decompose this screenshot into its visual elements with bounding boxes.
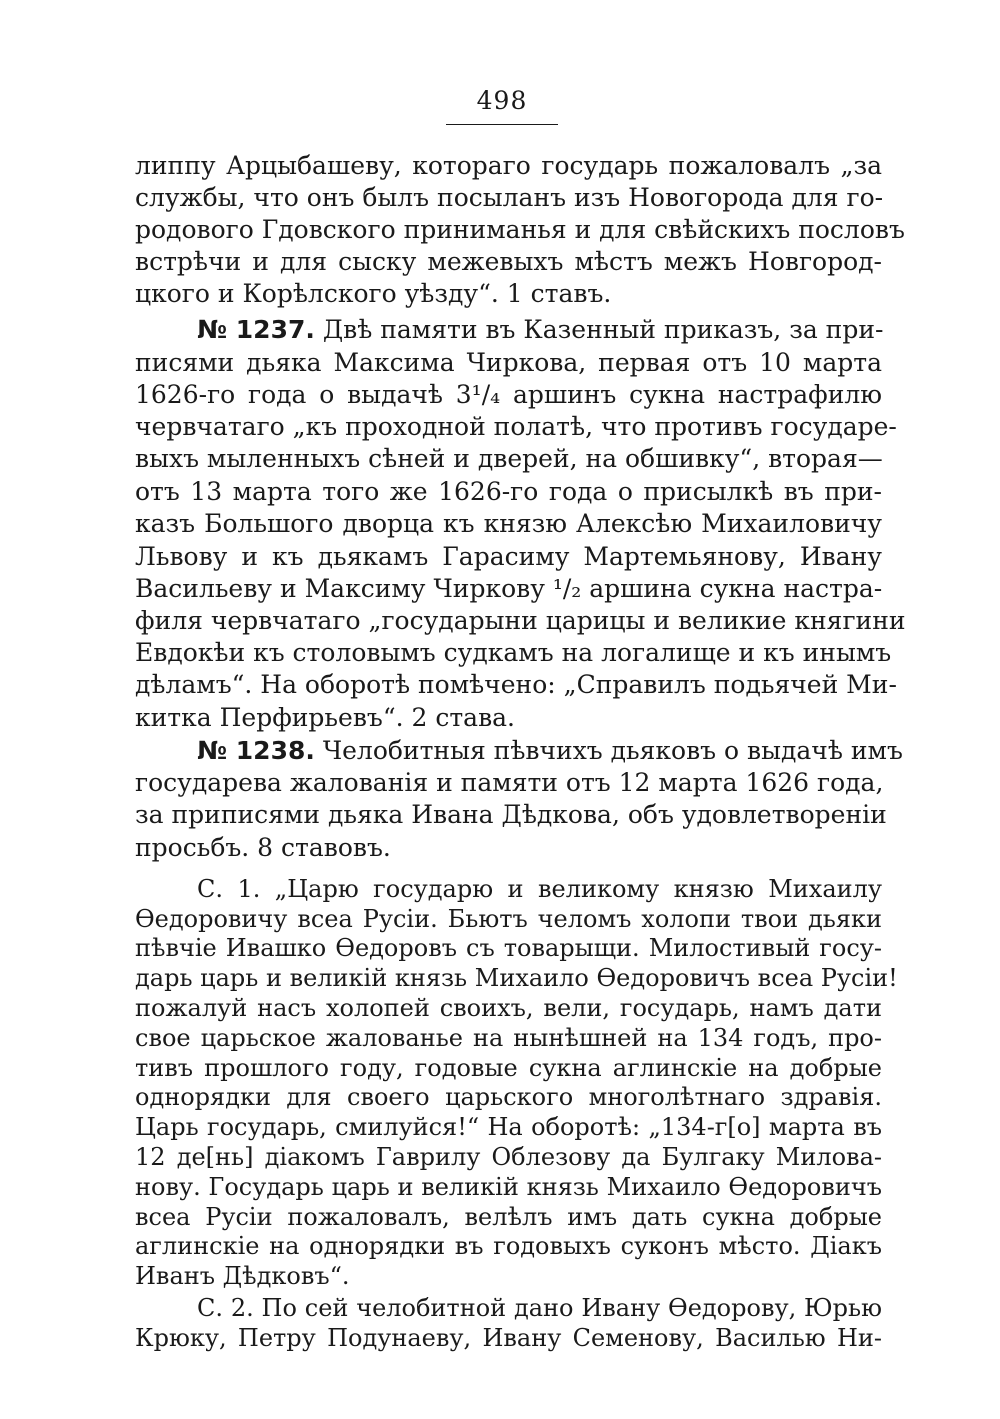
text-line: С. 1. „Царю государю и великому князю Михаилу [197,875,882,903]
text-line: 1626-го года о выдачѣ 3¹/₄ аршинъ сукна настрафилю [135,380,882,409]
entry-first-line [197,314,882,346]
text-line: Львову и къ дьякамъ Гарасиму Мартемьянову, Ивану [135,542,882,571]
text-line: отъ 13 марта того же 1626-го года о присылкѣ въ при- [135,477,882,506]
entry-first-line [197,735,903,767]
entry-number: № 1238. [197,736,315,765]
text-line: дѣламъ“. На оборотѣ помѣчено: „Справилъ подьячей Ми- [135,670,897,699]
text-line: пѣвчіе Ивашко Ѳедоровъ съ товарыщи. Милостивый госу- [135,934,882,962]
text-line: свое царьское жалованье на нынѣшней на 134 годъ, про- [135,1024,882,1052]
text-line: казъ Большого дворца къ князю Алексѣю Михаиловичу [135,509,882,538]
text-line: Ѳедоровичу всеа Русіи. Бьютъ челомъ холопи твои дьяки [135,905,882,933]
text-line: родового Гдовского приниманья и для свѣйскихъ пословъ [135,215,905,244]
text-line: Иванъ Дѣдковъ“. [135,1262,350,1290]
text-line: Васильеву и Максиму Чиркову ¹/₂ аршина сукна настра- [135,574,883,603]
text-line: пожалуй насъ холопей своихъ, вели, государь, намъ дати [135,994,882,1022]
text-line: встрѣчи и для сыску межевыхъ мѣстъ межъ Новгород- [135,247,882,276]
text-line: Царь государь, смилуйся!“ На оборотѣ: „134-г[о] марта въ [135,1113,882,1141]
text-line: Крюку, Петру Подунаеву, Ивану Семенову, Василью Ни- [135,1324,882,1352]
text-line: однорядки для своего царьского многолѣтнаго здравія. [135,1083,882,1111]
text-line: тивъ прошлого году, годовые сукна аглинскіе на добрые [135,1054,882,1082]
text-line: цкого и Корѣлского уѣзду“. 1 ставъ. [135,279,612,308]
text-line: китка Перфирьевъ“. 2 става. [135,703,516,732]
text-line: службы, что онъ былъ посыланъ изъ Новогорода для го- [135,183,884,212]
text-line: филя червчатаго „государыни царицы и великие княгини [135,606,906,635]
text-line: всеа Русіи пожаловалъ, велѣлъ имъ дать сукна добрые [135,1203,882,1231]
text-line: червчатаго „къ проходной полатѣ, что противъ государе- [135,412,897,441]
text-line: Евдокѣи къ столовымъ судкамъ на логалище и къ инымъ [135,638,892,667]
text-line: выхъ мыленныхъ сѣней и дверей, на обшивку“, вторая— [135,444,883,473]
entry-heading-text: Челобитныя пѣвчихъ дьяковъ о выдачѣ имъ [322,736,903,765]
text-line: писями дьяка Максима Чиркова, первая отъ 10 марта [135,348,882,377]
page-number: 498 [476,86,528,115]
text-line: 12 де[нь] діакомъ Гаврилу Облезову да Булгаку Милова- [135,1143,882,1171]
text-line: просьбъ. 8 ставовъ. [135,833,391,862]
text-line: государева жалованія и памяти отъ 12 марта 1626 года, [135,768,884,797]
text-line: за приписями дьяка Ивана Дѣдкова, объ удовлетвореніи [135,800,887,829]
text-line: нову. Государь царь и великій князь Михаило Ѳедоровичъ [135,1173,882,1201]
header-rule [446,124,558,125]
text-line: аглинскіе на однорядки въ годовыхъ суконъ мѣсто. Діакъ [135,1232,882,1260]
entry-heading-text: Двѣ памяти въ Казенный приказъ, за при- [322,315,884,344]
text-line: дарь царь и великій князь Михаило Ѳедоровичъ всеа Русіи! [135,964,898,992]
text-line: липпу Арцыбашеву, котораго государь пожаловалъ „за [135,151,882,180]
entry-number: № 1237. [197,315,315,344]
text-line: С. 2. По сей челобитной дано Ивану Ѳедорову, Юрью [197,1294,882,1322]
